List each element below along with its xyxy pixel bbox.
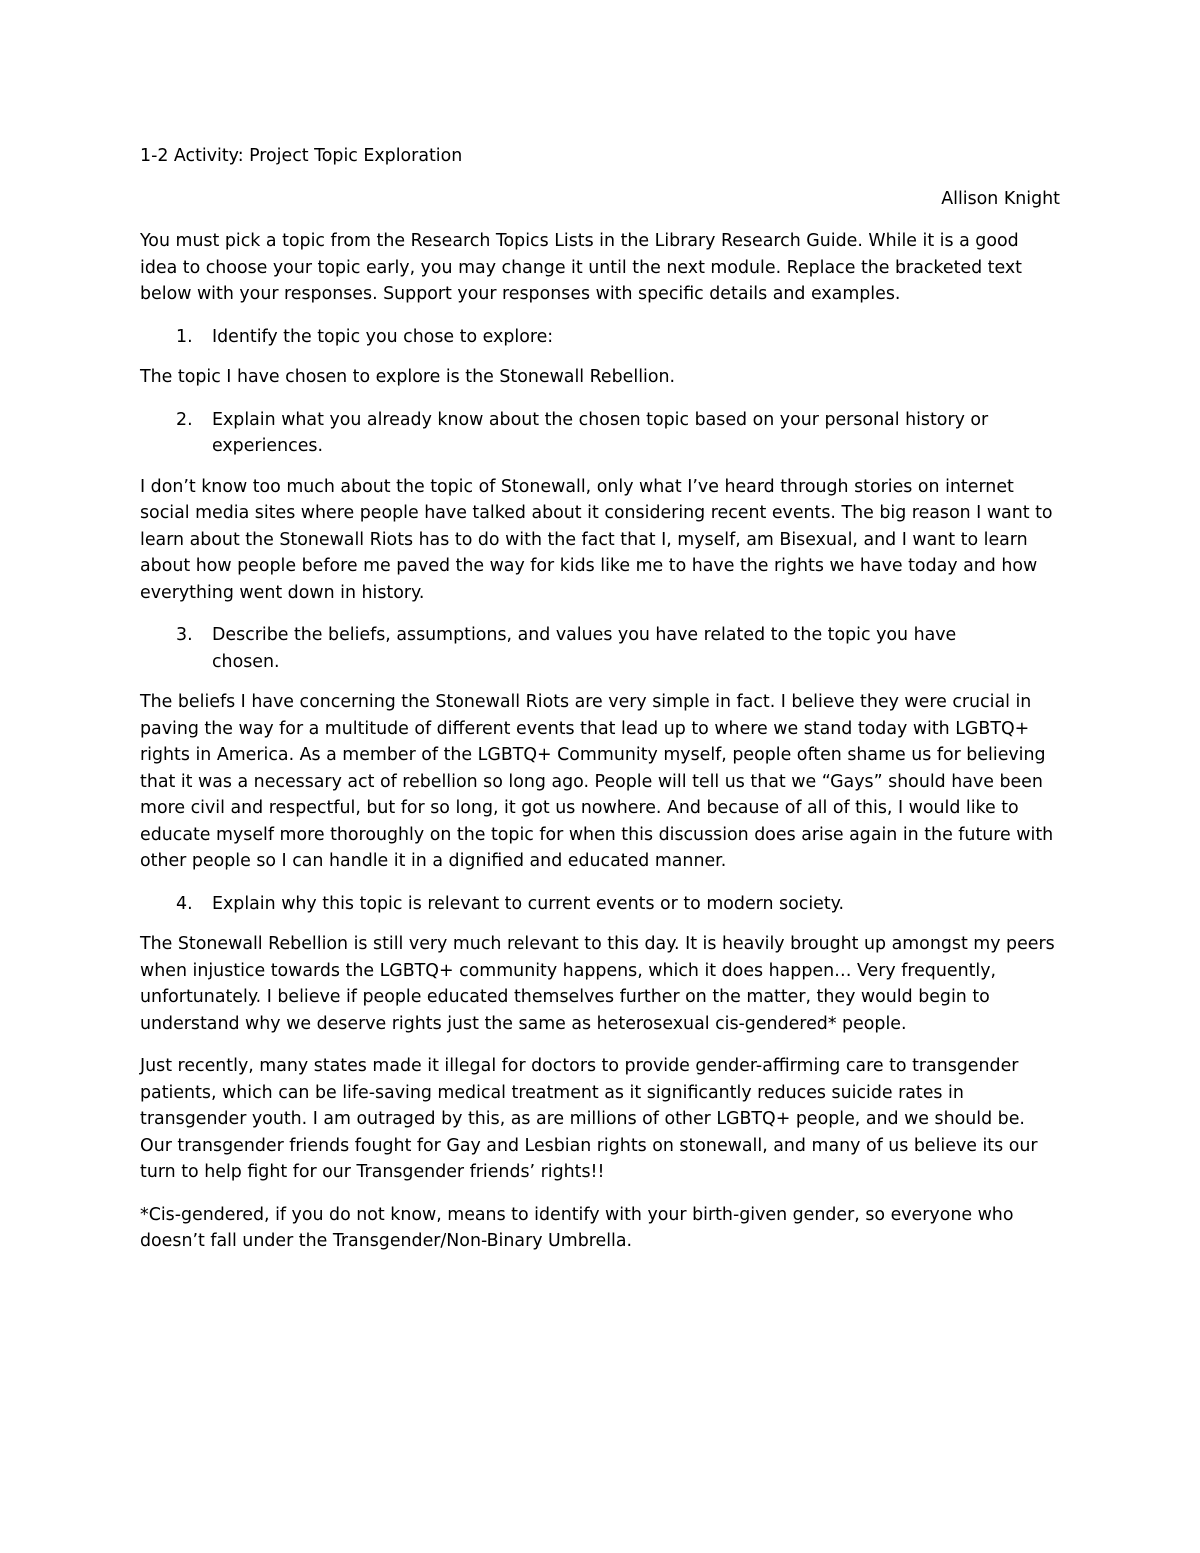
document-title: 1-2 Activity: Project Topic Exploration — [140, 146, 463, 166]
answer-paragraph: Just recently, many states made it illegal for doctors to provide gender-affirming care to transgender patients, which can be life-saving medical treatment as it significantly reduces suicide rates in transgender youth. I am outraged by this, as are millions of other LGBTQ+ people, and we should be. Our transgender friends fought for Gay and Lesbian rights on stonewall, and many of us believe its our turn to help fight for our Transgender friends’ rights!! — [140, 1056, 1038, 1182]
question-number: 2. — [176, 409, 193, 430]
author-name: Allison Knight — [941, 188, 1060, 209]
answer-paragraph: I don’t know too much about the topic of Stonewall, only what I’ve heard through stories on internet social media sites where people have talked about it considering recent events. The big reason I want to learn about the Stonewall Riots has to do with the fact that I, myself, am Bisexual, and I want to learn about how people before me paved the way for kids like me to have the rights we have today and how everything went down in history. — [140, 476, 1053, 603]
question-1 — [140, 324, 1060, 351]
intro-paragraph: You must pick a topic from the Research Topics Lists in the Library Research Guide. While it is a good idea to choose your topic early, you may change it until the next module. Replace the bracketed text below with your responses. Support your responses with specific details and examples. — [140, 231, 1022, 304]
question-text: Identify the topic you chose to explore: — [212, 326, 554, 347]
question-number: 3. — [176, 625, 193, 645]
question-text: Describe the beliefs, assumptions, and values you have related to the topic you have chosen. — [212, 625, 957, 672]
footnote-paragraph: *Cis-gendered, if you do not know, means to identify with your birth-given gender, so everyone who doesn’t fall under the Transgender/Non-Binary Umbrella. — [140, 1204, 1014, 1251]
section-1 — [140, 324, 1060, 391]
question-3 — [140, 622, 1060, 675]
document-page — [140, 143, 1060, 1255]
question-number: 4. — [176, 893, 193, 914]
question-number: 1. — [176, 326, 193, 347]
section-4 — [140, 891, 1060, 1255]
question-2 — [140, 407, 1060, 460]
answer-paragraph: The beliefs I have concerning the Stonewall Riots are very simple in fact. I believe they were crucial in paving the way for a multitude of different events that lead up to where we stand today with LGBTQ+ rights in America. As a member of the LGBTQ+ Community myself, people often shame us for believing that it was a necessary act of rebellion so long ago. People will tell us that we “Gays” should have been more civil and respectful, but for so long, it got us nowhere. And because of all of this, I would like to educate myself more thoroughly on the topic for when this discussion does arise again in the future with other people so I can handle it in a dignified and educated manner. — [140, 692, 1054, 871]
answer-paragraph: The topic I have chosen to explore is the Stonewall Rebellion. — [140, 367, 676, 387]
question-text: Explain why this topic is relevant to current events or to modern society. — [212, 893, 845, 914]
section-2 — [140, 407, 1060, 607]
answer-paragraph: The Stonewall Rebellion is still very much relevant to this day. It is heavily brought up amongst my peers when injustice towards the LGBTQ+ community happens, which it does happen… Very frequently, unfortunately. I believe if people educated themselves further on the matter, they would begin to understand why we deserve rights just the same as heterosexual cis-gendered* people. — [140, 934, 1055, 1034]
question-text: Explain what you already know about the chosen topic based on your personal history or experiences. — [212, 409, 989, 456]
question-4 — [140, 891, 1060, 918]
section-3 — [140, 622, 1060, 875]
